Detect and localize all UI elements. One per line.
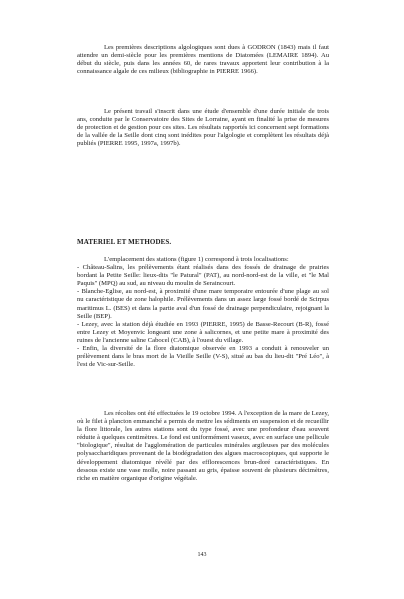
page-number: 143 <box>197 552 207 558</box>
section-heading: MATERIEL ET METHODES. <box>77 238 172 246</box>
station-item: - Château-Salins, les prélèvements étant réalisés dans des fossés de drainage de prairies bordant la Petite Seille: lieux-dits "le Patural" (PAT), au nord-nord-est de la ville, et "le Mal Paquis" (MPQ) au sud, au niveau du moulin de Seraincourt. <box>77 264 329 288</box>
station-item: - Enfin, la diversité de la flore diatomique observée en 1993 a conduit à renouveler un prélèvement dans le bras mort de la Vieille Seille (V-S), situé au bas du lieu-dit "Pré Léo", à l'est de Vic-sur-Seille. <box>77 345 329 369</box>
scope-paragraph: Le présent travail s'inscrit dans une étude d'ensemble d'une durée initiale de trois ans, conduite par le Conservatoire des Sites de Lorraine, ayant en finalité la prise de mesures de protection et de gestion pour ces sites. Les résultats rapportés ici concernent sept formations de la vallée de la Seille dont cinq sont inédites pour l'algologie et complètent les résultats déjà publiés (PIERRE 1995, 1997a, 1997b). <box>77 108 329 148</box>
station-item: - Blanche-Eglise, au nord-est, à proximité d'une mare temporaire entourée d'une plage au sol nu caractéristique de zone halophile. Prélèvements dans un assez large fossé bordé de Scirpus maritimus L. (BES) et dans la partie aval d'un fossé de drainage perpendiculaire, rejoignant la Seille (BEP). <box>77 288 329 320</box>
stations-block <box>77 256 329 369</box>
stations-intro: L'emplacement des stations (figure 1) correspond à trois localisations: <box>104 256 289 263</box>
station-item: - Lezey, avec la station déjà étudiée en 1993 (PIERRE, 1995) de Basse-Recourt (B-R), fossé entre Lezey et Moyenvic longeant une zone à salicornes, et une petite mare à proximité des ruines de l'ancienne saline Cabocel (CAB), à l'ouest du village. <box>77 320 329 344</box>
intro-paragraph: Les premières descriptions algologiques sont dues à GODRON (1843) mais il faut attendre un demi-siècle pour les premières mentions de Diatomées (LEMAIRE 1894). Au début du siècle, puis dans les années 60, de rares travaux apportent leur contribution à la connaissance algale de ces milieux (bibliographie in PIERRE 1966). <box>77 44 329 76</box>
sampling-paragraph: Les récoltes ont été effectuées le 19 octobre 1994. A l'exception de la mare de Lezey, où le filet à plancton emmanché a permis de mettre les sédiments en suspension et de recueillir la flore littorale, les autres stations sont du type fossé, avec une profondeur d'eau souvent réduite à quelques centimètres. Le fond est uniformément vaseux, avec en surface une pellicule "biologique", résultat de l'agglomération de particules minérales argileuses par des molécules polysaccharidiques provenant de la biodégradation des algues macroscopiques, qui supporte le développement diatomique révélé par des efflorescences brun-doré caractéristiques. En dessous existe une vase molle, noire passant au gris, épaisse souvent de plusieurs décimètres, riche en matière organique d'origine végétale. <box>77 410 329 482</box>
